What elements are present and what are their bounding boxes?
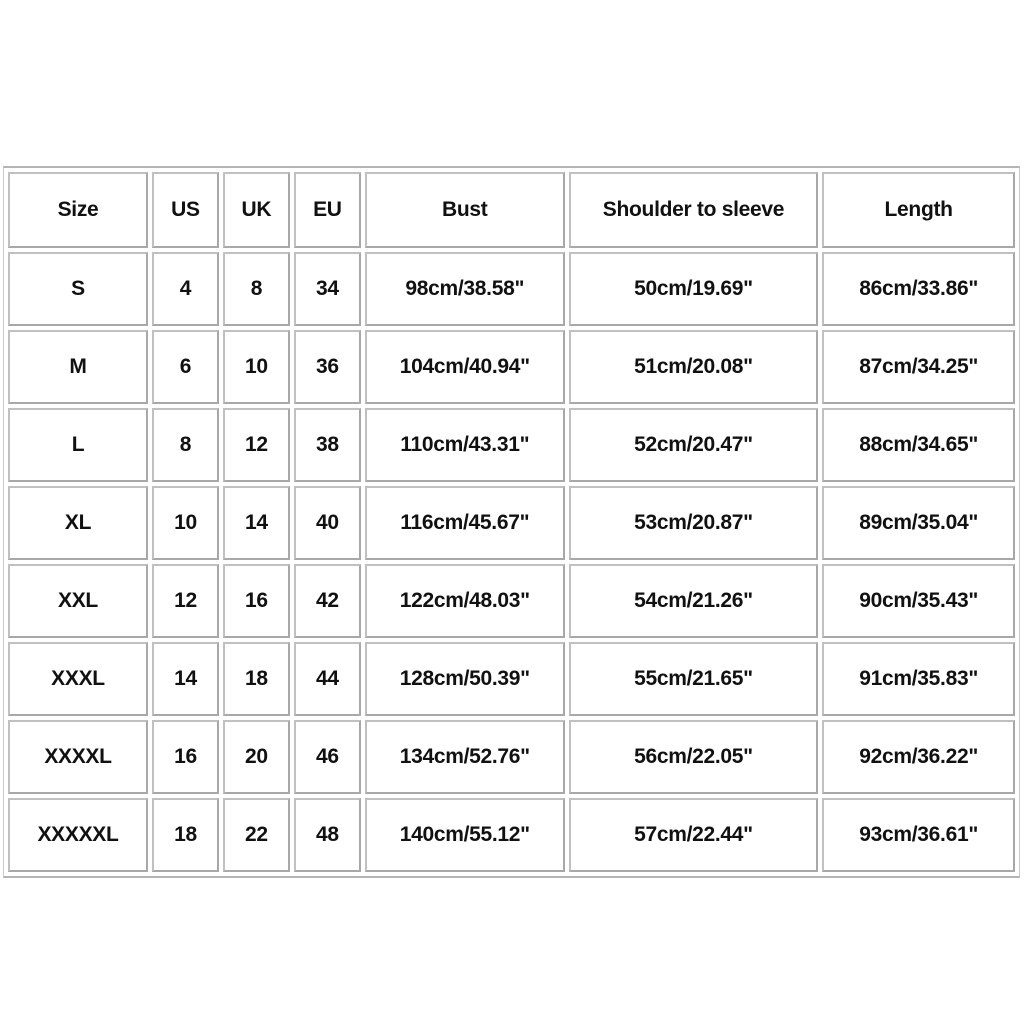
cell-eu: 48 — [294, 798, 361, 872]
cell-eu: 36 — [294, 330, 361, 404]
cell-uk: 22 — [223, 798, 290, 872]
cell-us: 8 — [152, 408, 219, 482]
cell-bust: 98cm/38.58" — [365, 252, 565, 326]
cell-length: 89cm/35.04" — [822, 486, 1015, 560]
table-header — [8, 172, 1015, 248]
header-uk: UK — [223, 172, 290, 248]
cell-shoulder-to-sleeve: 54cm/21.26" — [569, 564, 819, 638]
table-row — [8, 564, 1015, 638]
cell-size: S — [8, 252, 148, 326]
table-row — [8, 330, 1015, 404]
header-us: US — [152, 172, 219, 248]
cell-length: 87cm/34.25" — [822, 330, 1015, 404]
cell-eu: 40 — [294, 486, 361, 560]
table-body — [8, 252, 1015, 872]
cell-size: XXL — [8, 564, 148, 638]
cell-shoulder-to-sleeve: 52cm/20.47" — [569, 408, 819, 482]
cell-size: M — [8, 330, 148, 404]
cell-bust: 140cm/55.12" — [365, 798, 565, 872]
cell-size: XXXL — [8, 642, 148, 716]
table-row — [8, 486, 1015, 560]
cell-eu: 38 — [294, 408, 361, 482]
table-row — [8, 408, 1015, 482]
cell-size: L — [8, 408, 148, 482]
cell-eu: 34 — [294, 252, 361, 326]
cell-us: 4 — [152, 252, 219, 326]
cell-size: XL — [8, 486, 148, 560]
cell-length: 90cm/35.43" — [822, 564, 1015, 638]
cell-shoulder-to-sleeve: 50cm/19.69" — [569, 252, 819, 326]
cell-shoulder-to-sleeve: 57cm/22.44" — [569, 798, 819, 872]
header-eu: EU — [294, 172, 361, 248]
table-row — [8, 642, 1015, 716]
cell-us: 16 — [152, 720, 219, 794]
cell-us: 14 — [152, 642, 219, 716]
cell-bust: 122cm/48.03" — [365, 564, 565, 638]
header-length: Length — [822, 172, 1015, 248]
cell-eu: 42 — [294, 564, 361, 638]
cell-uk: 8 — [223, 252, 290, 326]
cell-length: 91cm/35.83" — [822, 642, 1015, 716]
cell-length: 88cm/34.65" — [822, 408, 1015, 482]
cell-shoulder-to-sleeve: 56cm/22.05" — [569, 720, 819, 794]
header-bust: Bust — [365, 172, 565, 248]
cell-bust: 104cm/40.94" — [365, 330, 565, 404]
cell-eu: 44 — [294, 642, 361, 716]
cell-uk: 20 — [223, 720, 290, 794]
cell-us: 12 — [152, 564, 219, 638]
cell-uk: 18 — [223, 642, 290, 716]
cell-length: 93cm/36.61" — [822, 798, 1015, 872]
cell-uk: 12 — [223, 408, 290, 482]
cell-uk: 10 — [223, 330, 290, 404]
header-shoulder-to-sleeve: Shoulder to sleeve — [569, 172, 819, 248]
cell-eu: 46 — [294, 720, 361, 794]
cell-length: 92cm/36.22" — [822, 720, 1015, 794]
cell-size: XXXXL — [8, 720, 148, 794]
cell-size: XXXXXL — [8, 798, 148, 872]
header-row — [8, 172, 1015, 248]
header-size: Size — [8, 172, 148, 248]
size-chart-table — [3, 166, 1020, 878]
cell-shoulder-to-sleeve: 51cm/20.08" — [569, 330, 819, 404]
cell-uk: 16 — [223, 564, 290, 638]
cell-uk: 14 — [223, 486, 290, 560]
cell-shoulder-to-sleeve: 55cm/21.65" — [569, 642, 819, 716]
table-row — [8, 720, 1015, 794]
cell-us: 18 — [152, 798, 219, 872]
cell-bust: 110cm/43.31" — [365, 408, 565, 482]
table-row — [8, 798, 1015, 872]
cell-bust: 128cm/50.39" — [365, 642, 565, 716]
cell-bust: 134cm/52.76" — [365, 720, 565, 794]
table-row — [8, 252, 1015, 326]
cell-length: 86cm/33.86" — [822, 252, 1015, 326]
cell-us: 10 — [152, 486, 219, 560]
cell-us: 6 — [152, 330, 219, 404]
cell-shoulder-to-sleeve: 53cm/20.87" — [569, 486, 819, 560]
cell-bust: 116cm/45.67" — [365, 486, 565, 560]
